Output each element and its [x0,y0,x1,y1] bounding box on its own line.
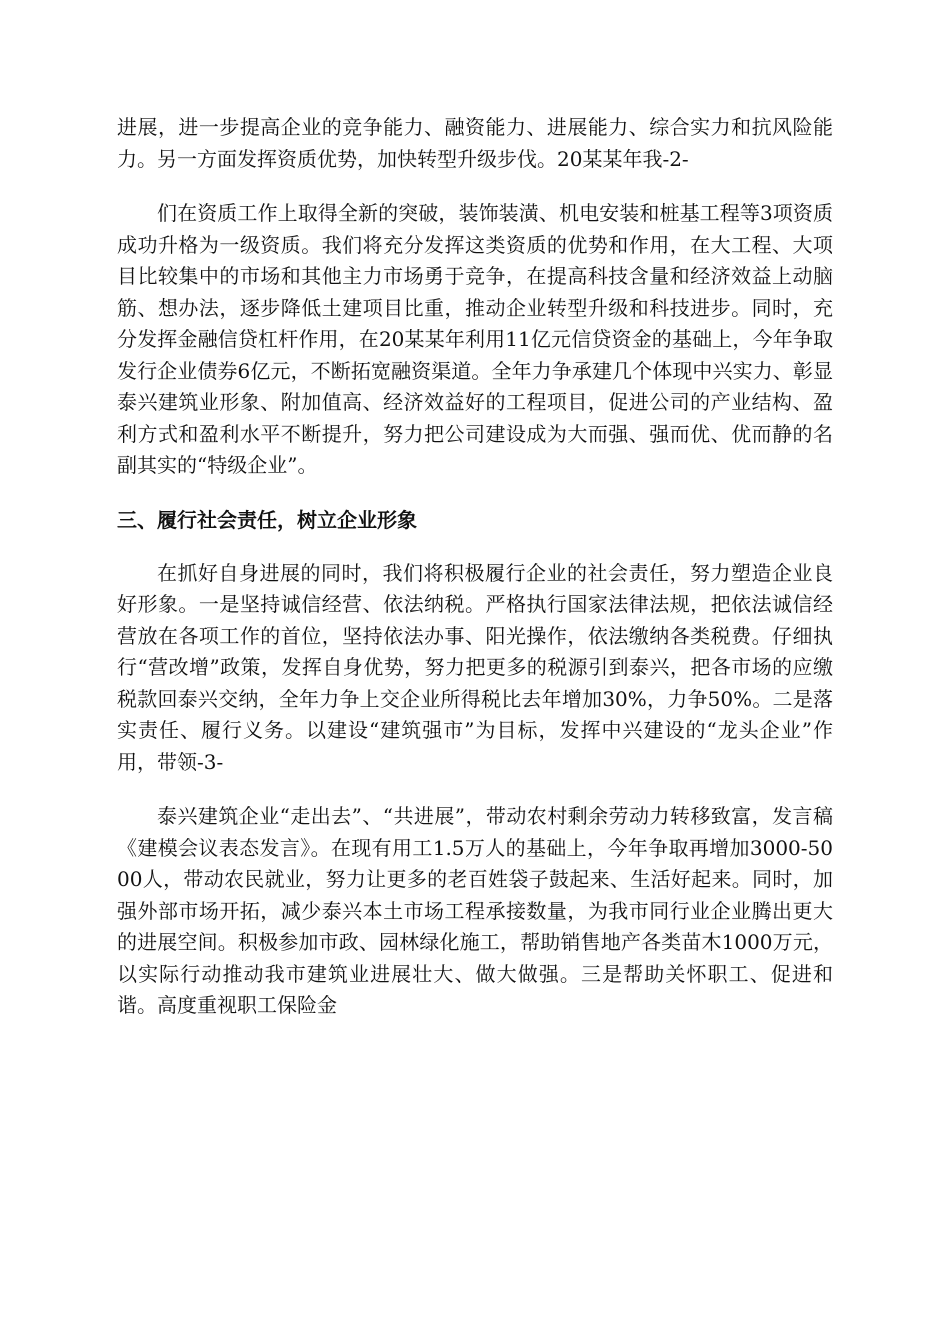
paragraph-3: 在抓好自身进展的同时，我们将积极履行企业的社会责任，努力塑造企业良好形象。一是坚持诚信经营、依法纳税。严格执行国家法律法规，把依法诚信经营放在各项工作的首位，坚持依法办事、阳光操作，依法缴纳各类税费。仔细执行“营改增”政策，发挥自身优势，努力把更多的税源引到泰兴，把各市场的应缴税款回泰兴交纳，全年力争上交企业所得税比去年增加30%，力争50%。二是落实责任、履行义务。以建设“建筑强市”为目标，发挥中兴建设的“龙头企业”作用，带领-3- [117,560,833,774]
paragraph-2: 们在资质工作上取得全新的突破，装饰装潢、机电安装和桩基工程等3项资质成功升格为一级资质。我们将充分发挥这类资质的优势和作用，在大工程、大项目比较集中的市场和其他主力市场勇于竞争，在提高科技含量和经济效益上动脑筋、想办法，逐步降低土建项目比重，推动企业转型升级和科技进步。同时，充分发挥金融信贷杠杆作用，在20某某年利用11亿元信贷资金的基础上，今年争取发行企业债券6亿元，不断拓宽融资渠道。全年力争承建几个体现中兴实力、彰显泰兴建筑业形象、附加值高、经济效益好的工程项目，促进公司的产业结构、盈利方式和盈利水平不断提升，努力把公司建设成为大而强、强而优、优而静的名副其实的“特级企业”。 [117,201,833,477]
paragraph-4: 泰兴建筑企业“走出去”、“共进展”，带动农村剩余劳动力转移致富，发言稿《建模会议表态发言》。在现有用工1.5万人的基础上，今年争取再增加3000-5000人，带动农民就业，努力让更多的老百姓袋子鼓起来、生活好起来。同时，加强外部市场开拓，减少泰兴本土市场工程承接数量，为我市同行业企业腾出更大的进展空间。积极参加市政、园林绿化施工，帮助销售地产各类苗木1000万元，以实际行动推动我市建筑业进展壮大、做大做强。三是帮助关怀职工、促进和谐。高度重视职工保险金 [117,804,833,1017]
section-heading: 三、履行社会责任，树立企业形象 [117,507,417,532]
paragraph-1: 进展，进一步提高企业的竞争能力、融资能力、进展能力、综合实力和抗风险能力。另一方面发挥资质优势，加快转型升级步伐。20某某年我-2- [117,115,833,171]
document-page [117,112,833,1022]
